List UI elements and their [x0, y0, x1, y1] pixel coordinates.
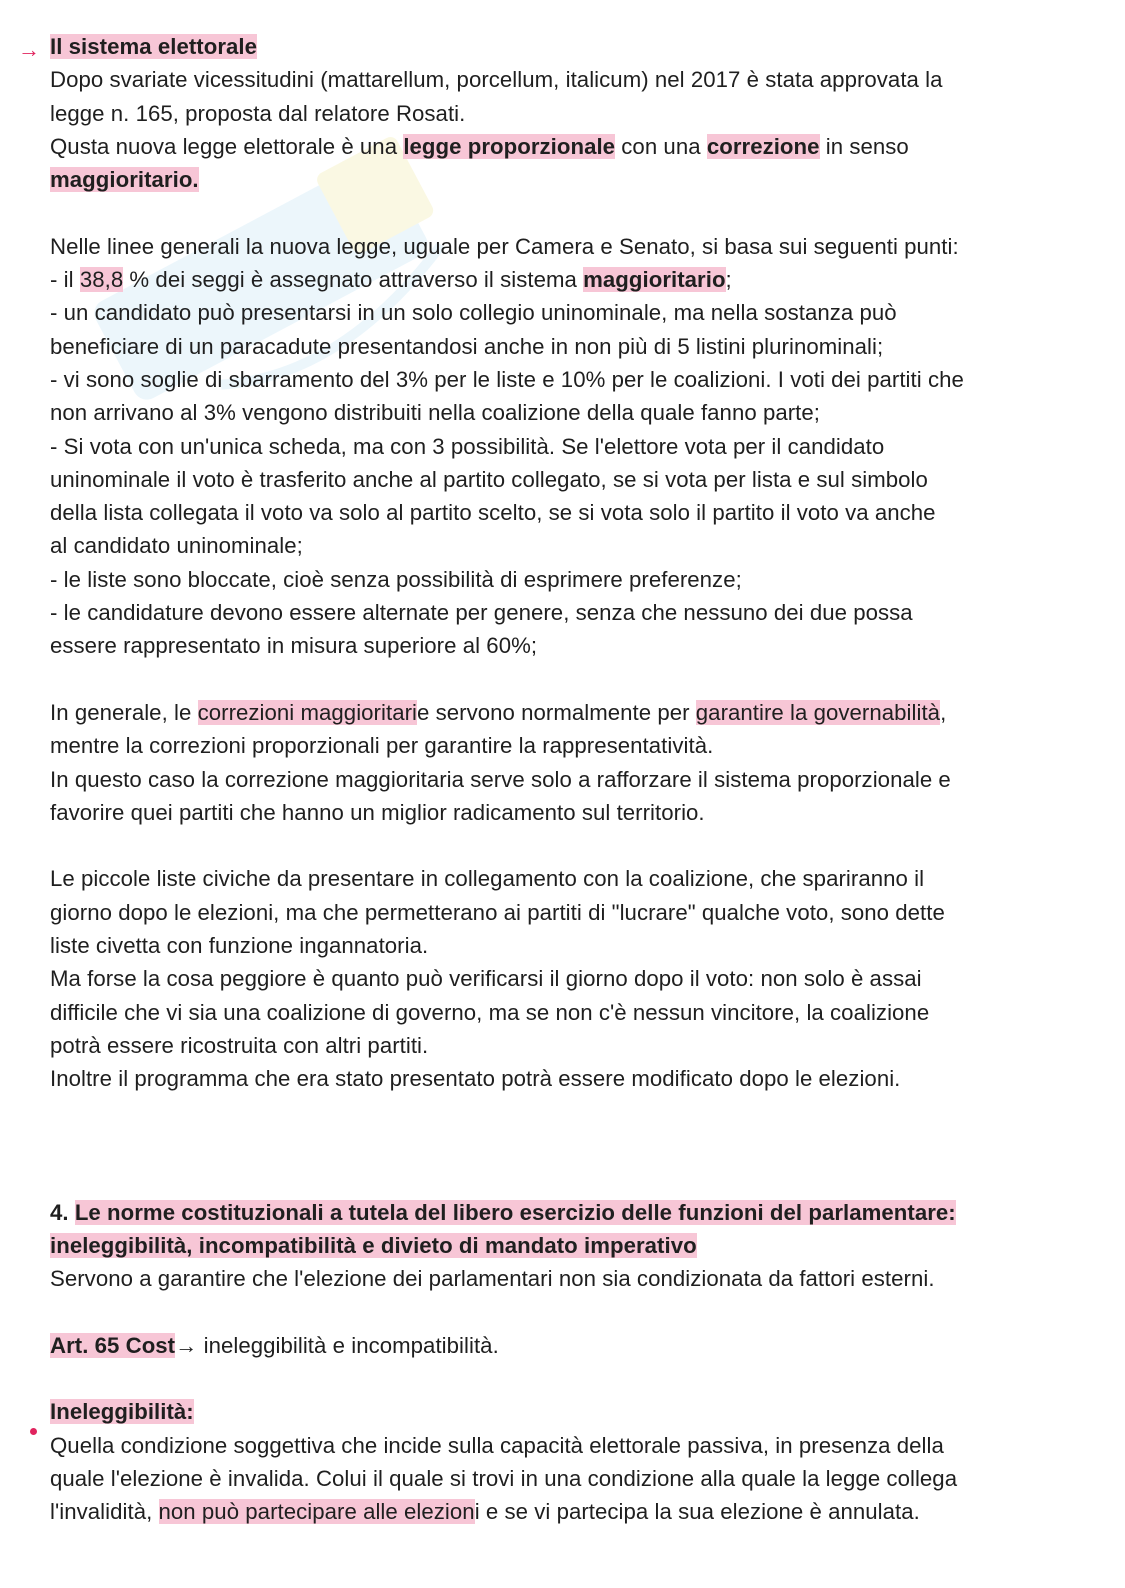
- text-line: uninominale il voto è trasferito anche al partito collegato, se si vota per lista e sul simbolo: [50, 466, 928, 492]
- text-line: In generale, le correzioni maggioritarie servono normalmente per garantire la governabilità,: [50, 699, 947, 725]
- highlight: Art. 65 Cost: [50, 1332, 176, 1358]
- arrow-icon: →: [175, 1332, 198, 1358]
- text-line: potrà essere ricostruita con altri partiti.: [50, 1032, 429, 1058]
- text-line: l'invalidità, non può partecipare alle elezioni e se vi partecipa la sua elezione è annulata.: [50, 1499, 920, 1525]
- highlight: 38,8: [79, 267, 124, 293]
- highlight: garantire la governabilità: [695, 699, 941, 725]
- text-line: mentre la correzioni proporzionali per garantire la rappresentatività.: [50, 733, 714, 759]
- section-title: Il sistema elettorale: [50, 34, 257, 59]
- text-line: liste civetta con funzione ingannatoria.: [50, 933, 429, 959]
- highlight: Le norme costituzionali a tutela del libero esercizio delle funzioni del parlamentare:: [74, 1199, 956, 1225]
- text-line: [50, 163, 1070, 196]
- highlight: correzioni maggioritari: [197, 699, 417, 725]
- text-line: essere rappresentato in misura superiore al 60%;: [50, 633, 538, 659]
- text-line: giorno dopo le elezioni, ma che permetterano ai partiti di "lucrare" qualche voto, sono dette: [50, 899, 945, 925]
- text-line: Servono a garantire che l'elezione dei parlamentari non sia condizionata da fattori esterni.: [50, 1266, 935, 1292]
- text-line: - un candidato può presentarsi in un solo collegio uninominale, ma nella sostanza può: [50, 300, 897, 326]
- section-heading: 4. Le norme costituzionali a tutela del libero esercizio delle funzioni del parlamentare:: [50, 1199, 956, 1225]
- text-line: Le piccole liste civiche da presentare in collegamento con la coalizione, che spariranno il: [50, 866, 925, 892]
- text-line: In questo caso la correzione maggioritaria serve solo a rafforzare il sistema proporzionale e: [50, 766, 951, 792]
- text-line: Ma forse la cosa peggiore è quanto può verificarsi il giorno dopo il voto: non solo è assai: [50, 966, 922, 992]
- text-line: al candidato uninominale;: [50, 533, 303, 559]
- text-line: Quella condizione soggettiva che incide sulla capacità elettorale passiva, in presenza della: [50, 1432, 944, 1458]
- document-page: [50, 30, 1070, 1528]
- section-heading: [50, 1229, 1070, 1262]
- text-line: Qusta nuova legge elettorale è una legge proporzionale con una correzione in senso: [50, 133, 909, 159]
- text-line: - vi sono soglie di sbarramento del 3% per le liste e 10% per le coalizioni. I voti dei partiti che: [50, 366, 964, 392]
- text-line: - il 38,8 % dei seggi è assegnato attraverso il sistema maggioritario;: [50, 267, 732, 293]
- subsection-title: Ineleggibilità:: [50, 1399, 194, 1425]
- handwritten-bullet-icon: [30, 1428, 37, 1435]
- text-line: difficile che vi sia una coalizione di governo, ma se non c'è nessun vincitore, la coalizione: [50, 999, 930, 1025]
- highlight: ineleggibilità, incompatibilità e divieto di mandato imperativo: [50, 1232, 697, 1258]
- text-line: - le candidature devono essere alternate per genere, senza che nessuno dei due possa: [50, 600, 913, 626]
- text-line: quale l'elezione è invalida. Colui il quale si trovi in una condizione alla quale la legge collega: [50, 1465, 958, 1491]
- handwritten-arrow-icon: →: [18, 37, 40, 62]
- text-line: Dopo svariate vicessitudini (mattarellum, porcellum, italicum) nel 2017 è stata approvata la: [50, 67, 943, 93]
- highlight: correzione: [706, 133, 820, 159]
- text-line: beneficiare di un paracadute presentandosi anche in non più di 5 listini plurinominali;: [50, 333, 884, 359]
- text-line: della lista collegata il voto va solo al partito scelto, se si vota solo il partito il voto va anche: [50, 500, 936, 526]
- text-line: Nelle linee generali la nuova legge, uguale per Camera e Senato, si basa sui seguenti punti:: [50, 233, 959, 259]
- highlight: legge proporzionale: [403, 133, 616, 159]
- text-line: - le liste sono bloccate, cioè senza possibilità di esprimere preferenze;: [50, 566, 742, 592]
- text-line: Inoltre il programma che era stato presentato potrà essere modificato dopo le elezioni.: [50, 1066, 901, 1092]
- text-line: Art. 65 Cost→ ineleggibilità e incompatibilità.: [50, 1332, 499, 1358]
- text-line: non arrivano al 3% vengono distribuiti nella coalizione della quale fanno parte;: [50, 400, 820, 426]
- text-line: - Si vota con un'unica scheda, ma con 3 possibilità. Se l'elettore vota per il candidato: [50, 433, 885, 459]
- text-line: favorire quei partiti che hanno un miglior radicamento sul territorio.: [50, 799, 705, 825]
- highlight: non può partecipare alle elezion: [158, 1499, 475, 1525]
- highlight: maggioritario: [583, 267, 726, 293]
- highlight: maggioritario.: [50, 167, 199, 193]
- text-line: legge n. 165, proposta dal relatore Rosati.: [50, 100, 466, 126]
